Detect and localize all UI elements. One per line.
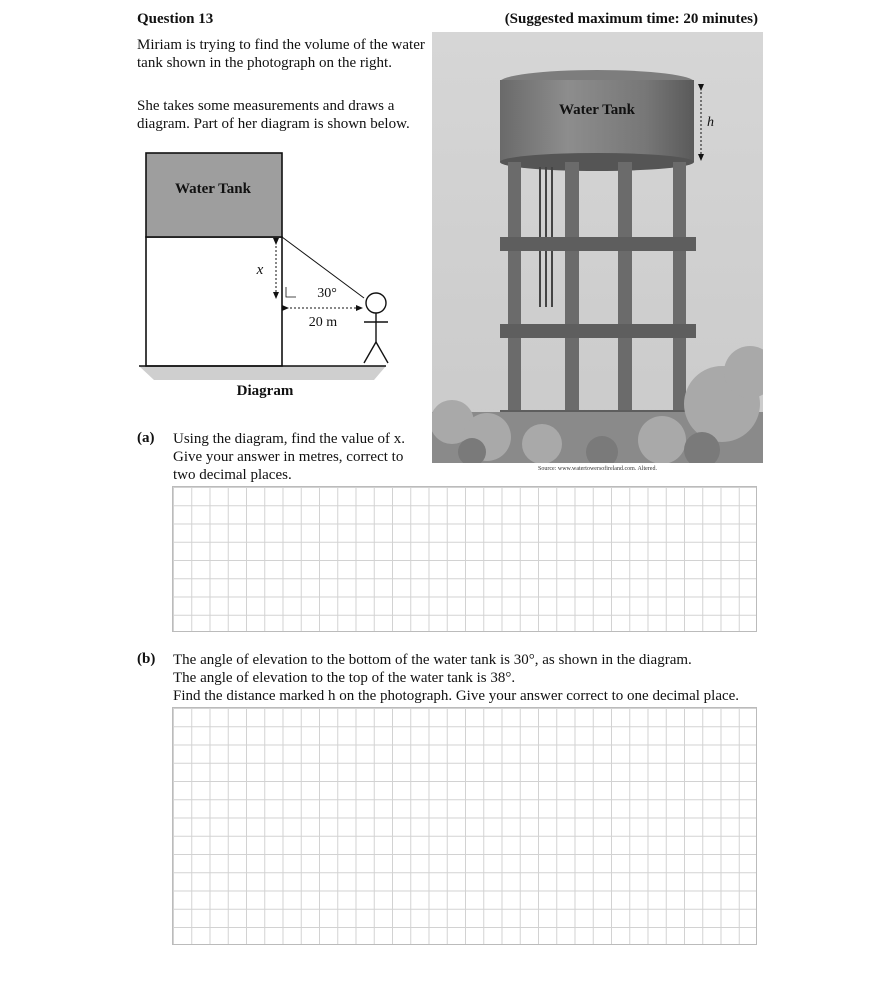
ground-shadow [139, 366, 386, 380]
photo-source: Source: www.watertowersofireland.com. Altered. [538, 466, 657, 472]
diagram-tank-label: Water Tank [174, 181, 252, 197]
h-label: h [707, 115, 714, 130]
water-tower-photo [432, 32, 763, 463]
part-a-text [173, 430, 428, 484]
tower-body [146, 237, 282, 366]
part-b-line-3: Find the distance marked h on the photograph. Give your answer correct to one decimal place. [173, 688, 740, 704]
person-figure [364, 293, 388, 363]
suggested-time: (Suggested maximum time: 20 minutes) [504, 11, 758, 27]
question-title: Question 13 [137, 11, 214, 27]
photo-tank-label: Water Tank [558, 102, 636, 118]
x-label: x [256, 262, 264, 278]
part-b-line-1: The angle of elevation to the bottom of the water tank is 30°, as shown in the diagram. [173, 652, 692, 668]
part-a-label: (a) [137, 430, 155, 446]
distance-label: 20 m [308, 315, 338, 330]
part-a-line-2: Give your answer in metres, correct to [173, 449, 404, 465]
intro-paragraph-2: She takes some measurements and draws a diagram. Part of her diagram is shown below. [137, 98, 410, 132]
angle-label: 30° [317, 286, 337, 301]
part-b-line-2: The angle of elevation to the top of the water tank is 38°. [173, 670, 516, 686]
photo-tank [500, 80, 694, 162]
part-b-text [173, 651, 773, 705]
intro-paragraph-1: Miriam is trying to find the volume of the water tank shown in the photograph on the right. [137, 37, 425, 71]
part-b-label: (b) [137, 651, 156, 667]
right-angle-mark [286, 287, 296, 297]
triangle-diagram [136, 150, 436, 410]
answer-grid-b[interactable] [172, 707, 757, 945]
part-a-line-1: Using the diagram, find the value of x. [173, 431, 406, 447]
diagram-caption: Diagram [236, 383, 294, 399]
answer-grid-a[interactable] [172, 486, 757, 632]
part-a-line-3: two decimal places. [173, 467, 292, 483]
